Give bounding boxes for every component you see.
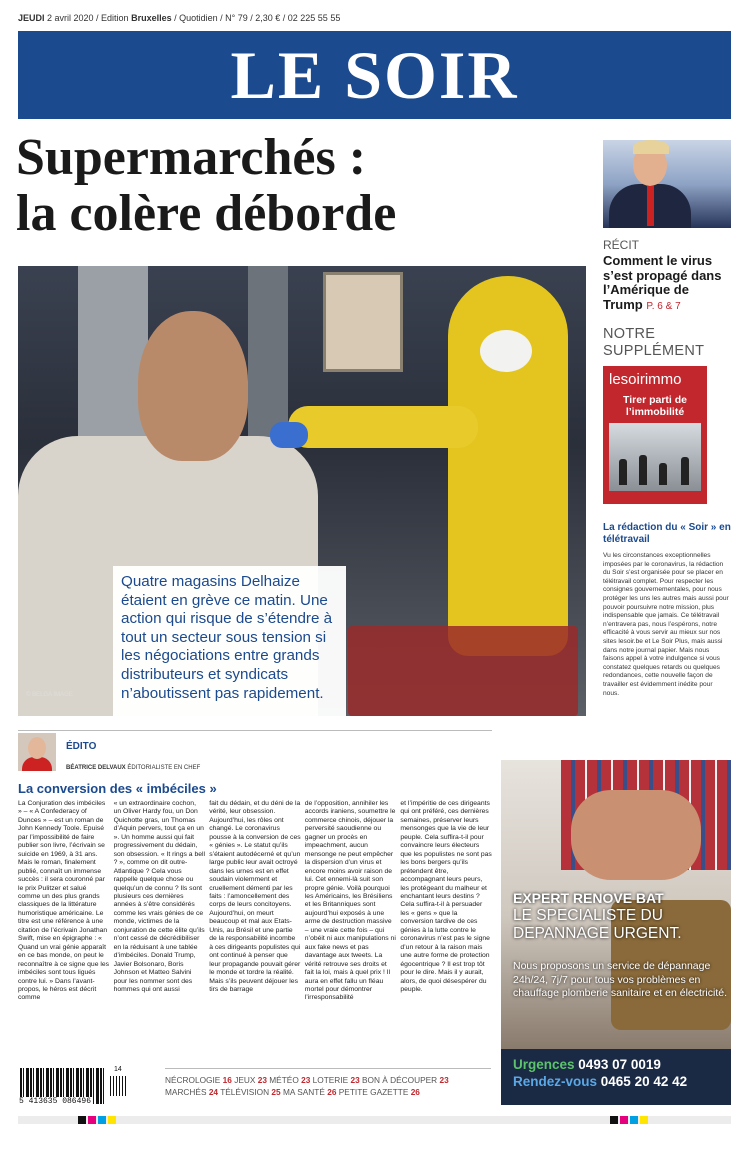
edito-divider	[18, 730, 492, 731]
edito-column: fait du dédain, et du déni de la vérité, leur obsession. Aujourd’hui, les rôles ont changé. Le coronavirus pousse à la conversion de ces « génies ». Le statut qu’ils s’étaient autodécerné et qu’un large public leur avait octroyé dans les urnes est en effet soudain violemment et cruellement démenti par les faits : l’amoncellement des corps de leurs concitoyens. Aujourd’hui, on meurt beaucoup et mal aux Etats-Unis, au Brésil et une partie de la responsabilité incombe à ces dirigeants populistes qui ont continué à penser que leur propagande pouvait gérer le monde et tordre la réalité. Mais s’ils peuvent déjouer les tirs de barrage	[209, 800, 301, 993]
barcode-addon	[110, 1076, 126, 1096]
sidebar-story-link[interactable]	[603, 254, 731, 314]
photo-yellow-arm	[288, 406, 478, 448]
photo-credit: © BELGA IMAGE	[26, 692, 73, 698]
index-page: 26	[410, 1086, 420, 1097]
print-swatch	[78, 1116, 86, 1124]
immo-figure	[681, 457, 689, 485]
index-label: PETITE GAZETTE	[338, 1086, 409, 1097]
sidebar-story-title: Comment le virus s’est propagé dans l’Amérique de Trump	[603, 253, 722, 312]
dateline-date: 2 avril 2020 / Edition	[44, 13, 132, 23]
ad-urgences-number[interactable]: 0493 07 0019	[578, 1057, 661, 1072]
headline-line-1: Supermarchés :	[16, 129, 367, 186]
immo-figure	[659, 463, 667, 485]
index-label: TÉLÉVISION	[220, 1086, 270, 1097]
redaction-text: Vu les circonstances exceptionnelles imposées par le coronavirus, la rédaction du Soir s’est organisée pour se placer en télétravail complet. Pour respecter les consignes gouvernementales, pour nous protéger les uns les autres mais aussi pour pouvoir poursuivre notre mission, plus indispensable que jamais. Ce télétravail n’entravera pas, nous l’espérons, notre efficacité à vous servir au mieux sur nos sites lesoir.be et Le Soir Plus, mais aussi dans notre journal papier. Mais nous faisons appel à votre indulgence si vous constatez quelques retards ou quelques redondances, cette nouvelle façon de travailler est évidemment inédite pour nous.	[603, 552, 729, 697]
index-page: 16	[222, 1075, 232, 1085]
ad-contact	[501, 1049, 731, 1105]
index-label: LOTERIE	[312, 1075, 349, 1085]
edito-column: et l’impéritie de ces dirigeants qui ont préféré, ces dernières semaines, préserver leurs mensonges que la vie de leur peuple. Cela suffira-t-il pour convaincre leurs électeurs que les populistes ne sont pas les bons bergers qu’ils prétendent être, accompagnant leurs peurs, les protégeant du malheur et enchantant leurs destins ? Cela suffira-t-il à persuader les « gens » que la conversion tardive de ces génies à la lutte contre le coronavirus n’est pas le signe d’un retour à la raison mais une autre forme de protection égocentrique ? Il est trop tôt pour le dire. Mais il y aurait, alors, de quoi désespérer du peuple.	[400, 800, 492, 993]
edito-author-name: BÉATRICE DELVAUX	[66, 765, 126, 771]
index-item[interactable]	[339, 1087, 420, 1097]
ad-urgences	[513, 1056, 719, 1073]
index-page: 26	[327, 1086, 337, 1097]
index-item[interactable]	[313, 1075, 360, 1085]
dateline-day: JEUDI	[18, 13, 45, 23]
edito-column: de l’opposition, annihiler les accords iraniens, soumettre le commerce chinois, déjouer la perversité saoudienne ou gagner un procès en impeachment, aucun mensonge ne peut empêcher la dispersion d’un virus et encore moins avoir raison de lui. Cet ennemi-là suit son propre génie. Voilà pourquoi les Américains, les Brésiliens et les Britanniques sont aujourd’hui exposés à une arme de destruction massive – une vraie cette fois – qui n’obéit ni aux manipulations ni aux fake news et pas davantage aux tweets. La vérité retrouve ses droits et fait la loi, mais à quel prix ! Il aura en effet fallu un fléau mortel pour démontrer l’irresponsabilité	[304, 800, 396, 1002]
photo-poster	[323, 272, 403, 372]
sidebar-photo	[603, 140, 731, 228]
index-page: 24	[208, 1086, 219, 1097]
avatar	[18, 733, 56, 771]
edito-body	[18, 800, 492, 1003]
edito-author-role: ÉDITORIALISTE EN CHEF	[125, 765, 201, 771]
ad-subtitle: LE SPECIALISTE DU DEPANNAGE URGENT.	[513, 907, 682, 942]
index-item[interactable]	[269, 1075, 310, 1085]
index-label: JEUX	[234, 1075, 256, 1085]
print-swatch	[88, 1116, 96, 1124]
supplement-label: NOTRE SUPPLÉMENT	[603, 326, 705, 359]
barcode-addon-number: 14	[114, 1066, 122, 1073]
dateline	[18, 13, 340, 23]
advertisement[interactable]	[501, 760, 731, 1105]
edito-author	[66, 765, 200, 771]
edito-label: ÉDITO	[66, 741, 97, 752]
dateline-edition: Bruxelles	[131, 13, 172, 23]
index-page: 23	[301, 1075, 311, 1085]
sidebar-photo-tie	[647, 186, 654, 226]
immo-photo	[609, 423, 701, 491]
photo-cart	[348, 626, 578, 716]
contents-index	[165, 1075, 491, 1098]
ad-urgences-label: Urgences	[513, 1057, 575, 1072]
immo-title: Tirer parti de l’immobilité	[623, 394, 687, 418]
ad-body: Nous proposons un service de dépannage 24h/24, 7j/7 pour tous vos problèmes en chauffage plomberie sanitaire et en électricité.	[513, 960, 728, 999]
sidebar-story-pages: P. 6 & 7	[646, 300, 681, 312]
immo-logo: lesoirimmo	[609, 371, 682, 388]
edito-column: La Conjuration des imbéciles » – « A Confederacy of Dunces » – est un roman de John Kennedy Toole. Epuisé par l’impossibilité de faire publier son livre, l’écrivain se suicide en 1969, à 31 ans. Mais le roman, finalement publié, connaît un immense succès : il sera couronné par le prix Pulitzer et salué comme un des plus grands classiques de la littérature humoristique américaine. Le titre est une référence à une citation de l’écrivain Jonathan Swift, mise en épigraphe : « Quand un vrai génie apparaît en ce bas monde, on peut le reconnaître à ce signe que les imbéciles sont tous ligués contre lui. » Dans l’avant-propos, le héros est décrit comme	[18, 800, 110, 1002]
index-item[interactable]	[220, 1087, 280, 1097]
index-item[interactable]	[165, 1087, 218, 1097]
index-label: NÉCROLOGIE	[165, 1075, 221, 1085]
print-swatch	[98, 1116, 106, 1124]
print-swatch	[640, 1116, 648, 1124]
print-swatch	[630, 1116, 638, 1124]
index-label: MARCHÉS	[165, 1086, 207, 1097]
immo-figure	[619, 459, 627, 485]
index-page: 23	[439, 1075, 449, 1085]
ad-arm	[571, 790, 701, 880]
sidebar	[603, 140, 731, 698]
index-label: MÉTÉO	[269, 1075, 299, 1085]
index-item[interactable]	[165, 1075, 232, 1085]
print-swatch	[610, 1116, 618, 1124]
index-line-2	[165, 1087, 491, 1099]
index-page: 23	[350, 1075, 360, 1085]
ad-title: EXPERT RENOVE BAT	[513, 890, 664, 906]
edito-column: « un extraordinaire cochon, un Oliver Hardy fou, un Don Quichotte gras, un Thomas d’Aquin pervers, tout ça en un ». Un homme aussi qui fait progressivement du dédain, son obsession. « It rings a bell ? », comme on dit outre-Atlantique ? Cela vous rappelle quelque chose ou quelqu’un de connu ? Ils sont plusieurs ces dernières années à s’être considérés comme les vrais génies de ce monde, victimes de la conjuration de cette élite qu’ils n’ont cessé de décrédibiliser en la réduisant à une tablée d’imbéciles. Donald Trump, Javier Bolsonaro, Boris Johnson et Matteo Salvini pour les nommer sont des hommes qui ont aussi	[113, 800, 206, 993]
masthead-title: LE SOIR	[230, 36, 519, 113]
index-page: 23	[257, 1075, 267, 1085]
photo-face-mask	[480, 330, 532, 372]
photo-man-head	[138, 311, 248, 461]
index-line-1	[165, 1075, 491, 1087]
sidebar-photo-hair	[633, 140, 669, 154]
index-label: BON À DÉCOUPER	[362, 1075, 438, 1085]
immo-figure	[639, 455, 647, 485]
index-item[interactable]	[362, 1075, 449, 1085]
ad-rdv-number[interactable]: 0465 20 42 42	[600, 1074, 688, 1089]
immo-supplement[interactable]	[603, 366, 707, 504]
ad-rdv-label: Rendez-vous	[513, 1074, 598, 1089]
avatar-face	[28, 737, 46, 759]
index-item[interactable]	[283, 1087, 337, 1097]
redaction-title: La rédaction du « Soir » en télétravail	[603, 522, 731, 545]
index-page: 25	[271, 1086, 281, 1097]
index-divider	[165, 1068, 491, 1069]
dateline-info: / Quotidien / N° 79 / 2,30 € / 02 225 55 55	[171, 13, 341, 23]
photo-caption: Quatre magasins Delhaize étaient en grève ce matin. Une action qui risque de s’étendre à tout un secteur sous tension si les négociations entre grands distributeurs et syndicats n’aboutissent pas rapidement.	[113, 566, 346, 716]
masthead	[18, 31, 731, 119]
main-headline	[16, 130, 586, 242]
photo-blue-glove	[270, 422, 308, 448]
headline-line-2: la colère déborde	[16, 185, 397, 242]
index-item[interactable]	[234, 1075, 267, 1085]
print-swatch	[108, 1116, 116, 1124]
barcode-number: 5 413635 086496	[19, 1097, 92, 1106]
avatar-body	[22, 757, 52, 771]
sidebar-kicker: RÉCIT	[603, 238, 639, 252]
ad-rdv	[513, 1073, 719, 1090]
edito-title: La conversion des « imbéciles »	[18, 781, 217, 796]
print-swatch	[620, 1116, 628, 1124]
index-label: MA SANTÉ	[282, 1086, 325, 1097]
